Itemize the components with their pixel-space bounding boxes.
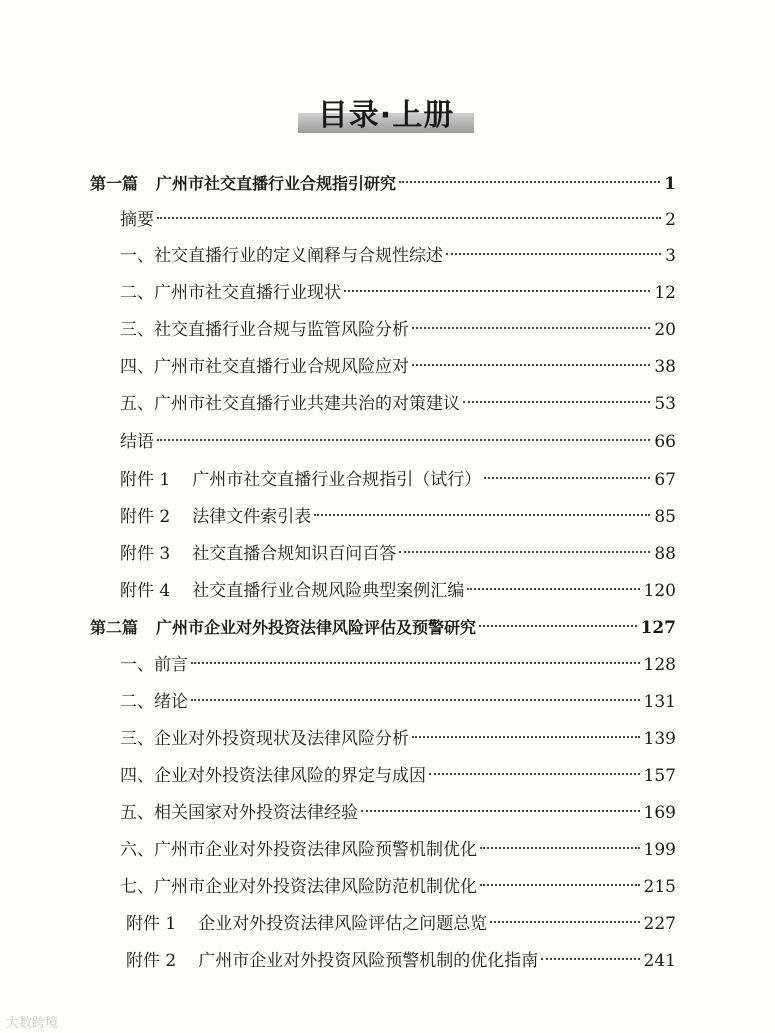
watermark: 大数跨境 xyxy=(6,1016,59,1031)
appendix-label: 附件 3 xyxy=(120,544,171,564)
page-number: 1 xyxy=(664,174,676,194)
toc-entry-title xyxy=(126,947,538,975)
toc-entry-title xyxy=(120,353,409,381)
toc-entry-title xyxy=(90,170,396,198)
toc-row xyxy=(120,206,676,234)
page-number: 131 xyxy=(643,692,676,712)
toc-entry-title xyxy=(120,242,443,270)
dot-leader xyxy=(191,699,640,701)
toc-row xyxy=(120,279,676,307)
page-number: 120 xyxy=(643,581,676,601)
toc-entry-text: 一、社交直播行业的定义阐释与合规性综述 xyxy=(120,246,443,266)
toc-entry-text: 四、广州市社交直播行业合规风险应对 xyxy=(120,357,409,377)
toc-entry-text: 三、社交直播行业合规与监管风险分析 xyxy=(120,320,409,340)
toc-entry-text: 法律文件索引表 xyxy=(192,507,312,527)
toc-entry-text: 摘要 xyxy=(120,210,154,230)
toc-entry-title xyxy=(120,279,341,307)
dot-leader xyxy=(467,588,639,590)
page-number: 2 xyxy=(665,210,676,230)
dot-leader xyxy=(480,847,640,849)
toc-entry-title xyxy=(120,651,188,679)
toc-entry-title xyxy=(120,466,481,494)
toc-row xyxy=(120,390,676,418)
dot-leader xyxy=(399,551,650,553)
part-label: 第二篇 xyxy=(90,618,139,637)
dot-leader xyxy=(157,217,661,219)
page-number: 157 xyxy=(643,766,676,786)
page-number: 3 xyxy=(665,246,676,266)
toc-entry-text: 广州市社交直播行业合规指引研究 xyxy=(156,174,397,193)
toc-entry-text: 二、广州市社交直播行业现状 xyxy=(120,283,341,303)
dot-leader xyxy=(429,773,640,775)
appendix-label: 附件 1 xyxy=(126,914,177,934)
toc-entry-text: 广州市企业对外投资风险预警机制的优化指南 xyxy=(198,951,539,971)
toc-entry-title xyxy=(120,577,464,605)
toc-part-row xyxy=(90,170,676,198)
page-number: 67 xyxy=(654,470,676,490)
page-number: 227 xyxy=(643,914,676,934)
appendix-label: 附件 4 xyxy=(120,581,171,601)
page-number: 85 xyxy=(654,507,676,527)
toc-entry-text: 三、企业对外投资现状及法律风险分析 xyxy=(120,729,409,749)
toc-entry-title xyxy=(120,836,477,864)
page-number: 199 xyxy=(643,840,676,860)
dot-leader xyxy=(412,736,640,738)
toc-entry-text: 社交直播合规知识百问百答 xyxy=(192,544,397,564)
toc-row xyxy=(126,910,676,938)
page-number: 66 xyxy=(654,432,676,452)
page-number: 53 xyxy=(654,394,676,414)
toc-entry-text: 社交直播行业合规风险典型案例汇编 xyxy=(192,581,465,601)
page-number: 20 xyxy=(654,320,676,340)
toc-entry-title xyxy=(126,910,487,938)
toc-entry-title xyxy=(120,688,188,716)
toc-entry-text: 五、相关国家对外投资法律经验 xyxy=(120,803,358,823)
page-number: 88 xyxy=(654,544,676,564)
toc-entry-text: 六、广州市企业对外投资法律风险预警机制优化 xyxy=(120,840,477,860)
toc-entry-title xyxy=(120,725,409,753)
toc-row xyxy=(120,725,676,753)
dot-leader xyxy=(361,810,640,812)
toc-row xyxy=(120,540,676,568)
dot-leader xyxy=(480,884,640,886)
toc-entry-text: 四、企业对外投资法律风险的界定与成因 xyxy=(120,766,426,786)
toc-row xyxy=(120,316,676,344)
toc-row xyxy=(120,651,676,679)
page-number: 215 xyxy=(643,877,676,897)
page-number: 169 xyxy=(643,803,676,823)
dot-leader xyxy=(541,958,639,960)
appendix-label: 附件 2 xyxy=(120,507,171,527)
dot-leader xyxy=(479,625,636,627)
toc-row xyxy=(120,577,676,605)
appendix-label: 附件 2 xyxy=(126,951,177,971)
page-number: 38 xyxy=(654,357,676,377)
dot-leader xyxy=(463,401,650,403)
toc-row xyxy=(120,762,676,790)
toc-entry-text: 一、前言 xyxy=(120,655,188,675)
toc-entry-text: 二、绪论 xyxy=(120,692,188,712)
dot-leader xyxy=(191,662,640,664)
toc-entry-title xyxy=(120,799,358,827)
page-number: 241 xyxy=(643,951,676,971)
toc-entry-title xyxy=(120,503,311,531)
page-number: 139 xyxy=(643,729,676,749)
toc-row xyxy=(120,503,676,531)
toc-row xyxy=(120,353,676,381)
dot-leader xyxy=(446,253,661,255)
toc-entry-title xyxy=(120,762,426,790)
toc-row xyxy=(120,836,676,864)
dot-leader xyxy=(484,477,650,479)
toc-entry-text: 广州市企业对外投资法律风险评估及预警研究 xyxy=(156,618,477,637)
toc-entry-text: 七、广州市企业对外投资法律风险防范机制优化 xyxy=(120,877,477,897)
part-label: 第一篇 xyxy=(90,174,139,193)
dot-leader xyxy=(157,439,650,441)
toc-row xyxy=(120,242,676,270)
toc-row xyxy=(120,466,676,494)
page-number: 128 xyxy=(643,655,676,675)
toc-part-row xyxy=(90,614,676,642)
appendix-label: 附件 1 xyxy=(120,470,171,490)
dot-leader xyxy=(314,514,650,516)
dot-leader xyxy=(399,181,660,183)
toc-row xyxy=(120,688,676,716)
dot-leader xyxy=(344,290,650,292)
toc-entry-title xyxy=(120,390,460,418)
dot-leader xyxy=(412,327,650,329)
toc-entry-title xyxy=(120,873,477,901)
toc-row xyxy=(120,873,676,901)
toc-row xyxy=(120,799,676,827)
dot-leader xyxy=(490,921,639,923)
toc-row xyxy=(126,947,676,975)
toc-entry-text: 广州市社交直播行业合规指引（试行） xyxy=(192,470,482,490)
toc-entry-title xyxy=(120,206,154,234)
toc-entry-title xyxy=(120,428,154,456)
toc-title-banner xyxy=(298,96,474,140)
toc-entry-title xyxy=(120,316,409,344)
toc-entry-text: 五、广州市社交直播行业共建共治的对策建议 xyxy=(120,394,460,414)
page-title: 目录·上册 xyxy=(317,98,455,133)
toc-entry-title xyxy=(120,540,396,568)
toc-row xyxy=(120,428,676,456)
page-number: 12 xyxy=(654,283,676,303)
page-number: 127 xyxy=(640,618,676,638)
toc-entry-text: 企业对外投资法律风险评估之问题总览 xyxy=(198,914,488,934)
toc-entry-title xyxy=(90,614,476,642)
dot-leader xyxy=(412,364,650,366)
toc-entry-text: 结语 xyxy=(120,432,154,452)
